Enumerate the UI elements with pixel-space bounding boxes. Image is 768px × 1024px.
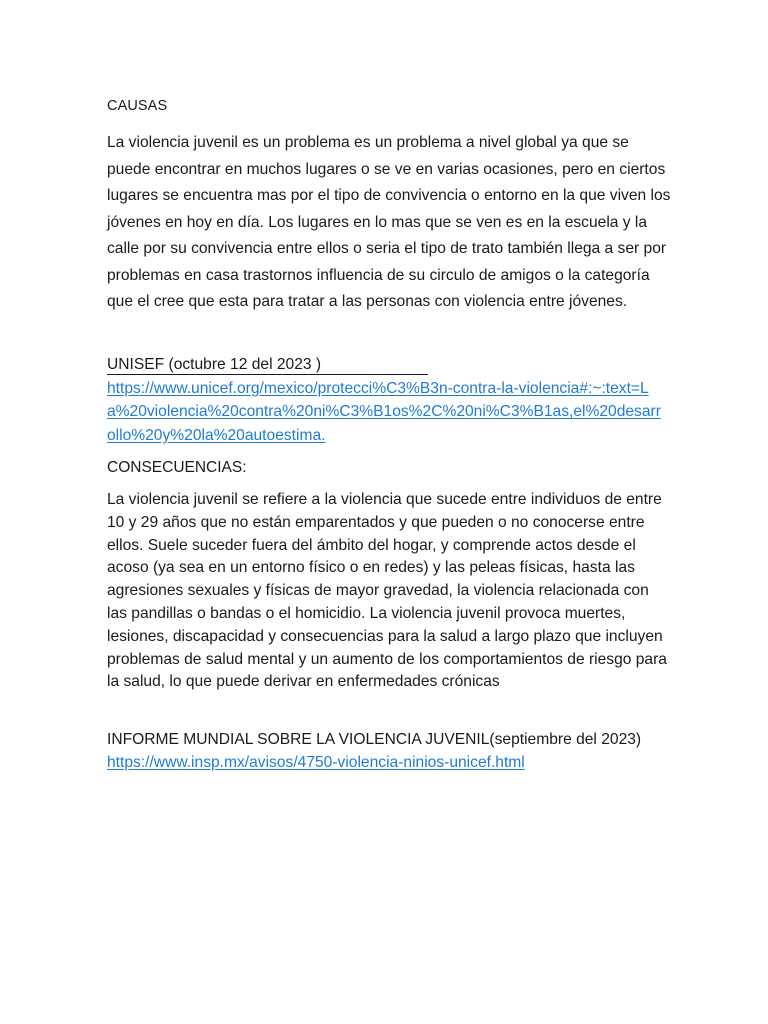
citation-unicef xyxy=(107,353,667,447)
citation-label-unicef: UNISEF (octubre 12 del 2023 ) xyxy=(107,356,428,375)
paragraph-consecuencias: La violencia juvenil se refiere a la violencia que sucede entre individuos de entre 10 y 29 años que no están emparentados y que pueden o no conocerse entre ellos. Suele suceder fuera del ámbito del hogar, y comprende actos desde el acoso (ya sea en un entorno físico o en redes) y las peleas físicas, hasta las agresiones sexuales y físicas de mayor gravedad, la violencia relacionada con las pandillas o bandas o el homicidio. La violencia juvenil provoca muertes, lesiones, discapacidad y consecuencias para la salud a largo plazo que incluyen problemas de salud mental y un aumento de los comportamientos de riesgo para la salud, lo que puede derivar en enfermedades crónicas xyxy=(107,491,667,691)
link-insp[interactable]: https://www.insp.mx/avisos/4750-violencia-ninios-unicef.html xyxy=(107,754,525,771)
link-unicef[interactable]: https://www.unicef.org/mexico/protecci%C3%B3n-contra-la-violencia#:~:text=La%20violencia%20contra%20ni%C3%B1os%2C%20ni%C3%B1as,el%20desarrollo%20y%20la%20autoestima. xyxy=(107,379,661,444)
section-heading-consecuencias: CONSECUENCIAS: xyxy=(107,459,247,476)
section-heading-causas: CAUSAS xyxy=(107,98,168,114)
citation-label-informe: INFORME MUNDIAL SOBRE LA VIOLENCIA JUVENIL(septiembre del 2023) xyxy=(107,731,642,748)
citation-informe-mundial xyxy=(107,728,667,774)
paragraph-causas: La violencia juvenil es un problema es un problema a nivel global ya que se puede encontrar en muchos lugares o se ve en varias ocasiones, pero en ciertos lugares se encuentra mas por el tipo de convivencia o entorno en la que viven los jóvenes en hoy en día. Los lugares en lo mas que se ven es en la escuela y la calle por su convivencia entre ellos o seria el tipo de trato también llega a ser por problemas en casa trastornos influencia de su circulo de amigos o la categoría que el cree que esta para tratar a las personas con violencia entre jóvenes. xyxy=(107,134,671,310)
